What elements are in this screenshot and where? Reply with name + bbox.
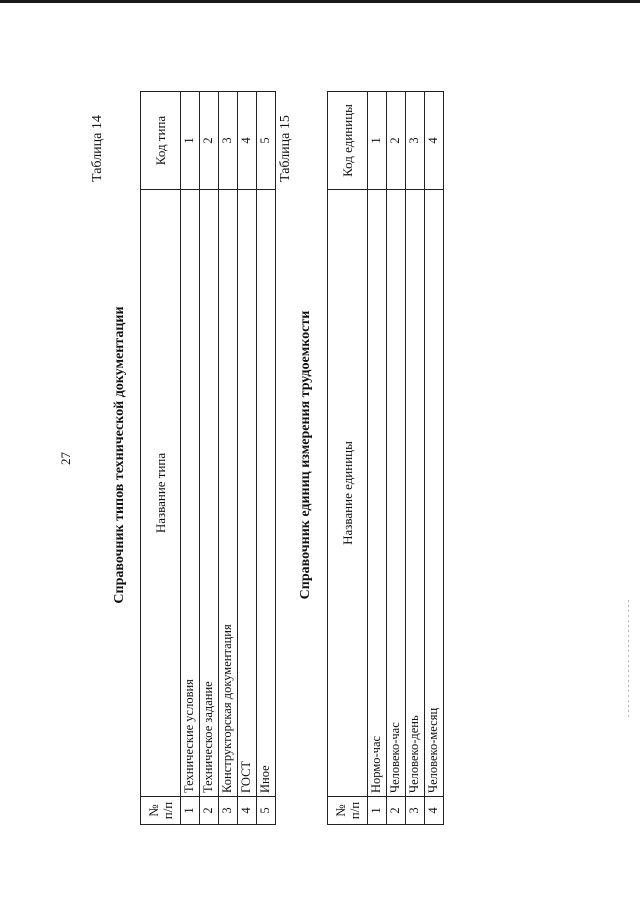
row-num: 4 [425, 797, 444, 825]
row-num: 2 [387, 797, 406, 825]
header-name: Название типа [141, 190, 181, 797]
table-14 [140, 91, 276, 825]
table-row [406, 92, 425, 825]
row-name: Техническое задание [200, 190, 219, 797]
table-row [425, 92, 444, 825]
header-num: № п/п [141, 797, 181, 825]
table-row [387, 92, 406, 825]
page-number: 27 [58, 452, 73, 465]
row-num: 4 [238, 797, 257, 825]
row-name: Человеко-час [387, 190, 406, 797]
table-row [368, 92, 387, 825]
row-name: Человеко-день [406, 190, 425, 797]
row-name: ГОСТ [238, 190, 257, 797]
row-code: 2 [387, 92, 406, 190]
table-14-header-row [141, 92, 181, 825]
row-name: Человеко-месяц [425, 190, 444, 797]
row-code: 2 [200, 92, 219, 190]
row-code: 1 [368, 92, 387, 190]
row-num: 2 [200, 797, 219, 825]
row-name: Иное [257, 190, 276, 797]
table-14-caption: Таблица 14 [90, 115, 105, 182]
table-row [219, 92, 238, 825]
row-num: 3 [406, 797, 425, 825]
table-14-title: Справочник типов технической документации [112, 306, 127, 604]
row-code: 4 [238, 92, 257, 190]
row-name: Технические условия [181, 190, 200, 797]
table-15 [327, 91, 444, 825]
row-num: 1 [181, 797, 200, 825]
header-code: Код типа [141, 92, 181, 190]
row-name: Конструкторская документация [219, 190, 238, 797]
header-num: № п/п [328, 797, 368, 825]
row-code: 1 [181, 92, 200, 190]
table-15-caption: Таблица 15 [278, 115, 293, 182]
row-code: 4 [425, 92, 444, 190]
table-row [181, 92, 200, 825]
row-code: 5 [257, 92, 276, 190]
header-name: Название единицы [328, 190, 368, 797]
row-num: 5 [257, 797, 276, 825]
row-name: Нормо-час [368, 190, 387, 797]
table-row [238, 92, 257, 825]
table-15-header-row [328, 92, 368, 825]
table-row [257, 92, 276, 825]
row-code: 3 [219, 92, 238, 190]
table-15-title: Справочник единиц измерения трудоемкости [298, 310, 313, 600]
table-row [200, 92, 219, 825]
header-code: Код единицы [328, 92, 368, 190]
row-num: 1 [368, 797, 387, 825]
row-code: 3 [406, 92, 425, 190]
row-num: 3 [219, 797, 238, 825]
